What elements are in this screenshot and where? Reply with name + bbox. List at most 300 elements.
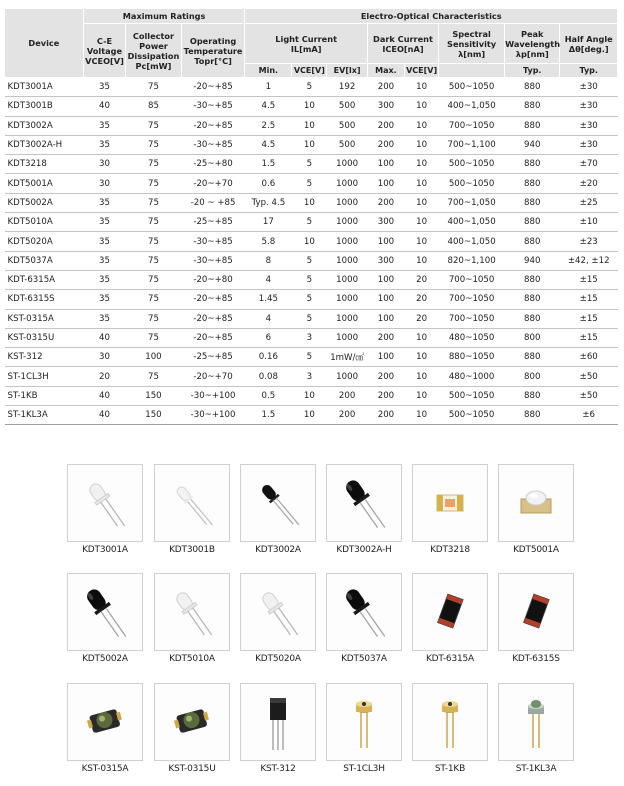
product-label: KDT3002A: [255, 545, 301, 555]
table-cell: 800: [505, 328, 560, 347]
metal-can-lens-icon: [498, 683, 574, 761]
table-cell: 2.5: [245, 116, 292, 135]
table-cell: 10: [405, 97, 439, 116]
table-cell: 75: [126, 328, 181, 347]
table-cell: 10: [292, 97, 327, 116]
table-cell: 880: [505, 270, 560, 289]
table-cell: 10: [405, 155, 439, 174]
table-cell: 75: [126, 309, 181, 328]
product-tile: [154, 683, 230, 774]
table-cell: 10: [405, 193, 439, 212]
table-cell: 75: [126, 270, 181, 289]
table-cell: 500: [327, 116, 367, 135]
table-cell: -25~+85: [181, 348, 245, 367]
table-cell: -30~+85: [181, 135, 245, 154]
device-cell: KDT3218: [5, 155, 84, 174]
device-cell: KST-312: [5, 348, 84, 367]
table-cell: -20~+85: [181, 290, 245, 309]
table-cell: ±23: [560, 232, 618, 251]
table-cell: 30: [83, 155, 126, 174]
table-cell: 880: [505, 309, 560, 328]
product-tile: [67, 683, 143, 774]
table-cell: 10: [405, 348, 439, 367]
table-cell: 500~1050: [439, 174, 505, 193]
table-cell: ±15: [560, 290, 618, 309]
table-cell: 75: [126, 290, 181, 309]
table-cell: ±60: [560, 348, 618, 367]
table-cell: 700~1050: [439, 309, 505, 328]
product-label: KST-0315A: [81, 764, 129, 774]
table-cell: 10: [405, 406, 439, 425]
clear-led-3mm-icon: [154, 464, 230, 542]
table-cell: 0.6: [245, 174, 292, 193]
header-typ-peak: Typ.: [505, 64, 560, 78]
metal-can-icon: [412, 683, 488, 761]
table-cell: 40: [83, 328, 126, 347]
product-label: KST-0315U: [168, 764, 216, 774]
metal-can-icon: [326, 683, 402, 761]
table-row: [5, 328, 618, 347]
product-tile: [412, 464, 488, 555]
table-cell: 1mW/㎠: [327, 348, 367, 367]
table-cell: ±15: [560, 270, 618, 289]
table-cell: 75: [126, 78, 181, 97]
table-cell: ±20: [560, 174, 618, 193]
product-label: KDT-6315A: [425, 654, 474, 664]
device-cell: KDT-6315S: [5, 290, 84, 309]
table-cell: 4.5: [245, 135, 292, 154]
table-cell: 10: [405, 251, 439, 270]
table-cell: 880: [505, 193, 560, 212]
table-cell: 85: [126, 97, 181, 116]
table-cell: -20 ~ +85: [181, 193, 245, 212]
table-cell: 5: [292, 251, 327, 270]
table-cell: 880: [505, 386, 560, 405]
table-cell: ±70: [560, 155, 618, 174]
device-cell: KDT-6315A: [5, 270, 84, 289]
product-tile: [67, 573, 143, 664]
table-row: [5, 309, 618, 328]
table-row: [5, 174, 618, 193]
table-cell: -20~+70: [181, 174, 245, 193]
table-cell: 35: [83, 193, 126, 212]
black-led-3mm-icon: [240, 464, 316, 542]
table-cell: 880: [505, 348, 560, 367]
table-cell: 1000: [327, 155, 367, 174]
table-cell: 100: [367, 270, 404, 289]
table-cell: 192: [327, 78, 367, 97]
table-cell: -20~+85: [181, 78, 245, 97]
table-cell: -25~+85: [181, 213, 245, 232]
smd-dome-icon: [498, 464, 574, 542]
table-cell: 480~1000: [439, 367, 505, 386]
smd-lens-icon: [67, 683, 143, 761]
table-cell: 75: [126, 367, 181, 386]
table-cell: 35: [83, 270, 126, 289]
table-cell: 200: [367, 367, 404, 386]
table-cell: 400~1,050: [439, 97, 505, 116]
table-cell: 75: [126, 193, 181, 212]
table-cell: 100: [367, 155, 404, 174]
table-cell: 75: [126, 135, 181, 154]
table-cell: 880: [505, 213, 560, 232]
product-label: KDT5001A: [513, 545, 559, 555]
table-cell: 10: [405, 213, 439, 232]
table-cell: 1000: [327, 213, 367, 232]
product-label: KST-312: [260, 764, 296, 774]
table-cell: 75: [126, 155, 181, 174]
black-smd-icon: [498, 573, 574, 651]
black-led-5mm-icon: [67, 573, 143, 651]
table-cell: 880: [505, 290, 560, 309]
product-tile: [240, 683, 316, 774]
device-cell: KDT5002A: [5, 193, 84, 212]
table-cell: 500~1050: [439, 386, 505, 405]
table-cell: 10: [405, 174, 439, 193]
table-cell: 30: [83, 174, 126, 193]
table-cell: 500~1050: [439, 406, 505, 425]
table-row: [5, 116, 618, 135]
table-cell: 35: [83, 290, 126, 309]
table-cell: 10: [405, 116, 439, 135]
table-row: [5, 155, 618, 174]
header-vce: VCE[V]: [292, 64, 327, 78]
table-cell: 17: [245, 213, 292, 232]
table-cell: ±30: [560, 78, 618, 97]
device-cell: KDT5001A: [5, 174, 84, 193]
table-cell: 880: [505, 116, 560, 135]
product-label: ST-1KL3A: [515, 764, 557, 774]
device-cell: KST-0315U: [5, 328, 84, 347]
header-ce-voltage: C-E Voltage VCEO[V]: [83, 24, 126, 78]
product-tile: [498, 464, 574, 555]
table-cell: ±30: [560, 97, 618, 116]
table-cell: 5: [292, 348, 327, 367]
table-cell: 400~1,050: [439, 213, 505, 232]
clear-led-5mm-icon: [154, 573, 230, 651]
product-label: KDT5037A: [341, 654, 387, 664]
table-cell: 10: [292, 193, 327, 212]
table-cell: 100: [367, 348, 404, 367]
table-cell: 1.5: [245, 155, 292, 174]
header-vce-dark: VCE[V]: [405, 64, 439, 78]
device-cell: KDT3002A-H: [5, 135, 84, 154]
table-cell: ±50: [560, 367, 618, 386]
table-cell: -20~+70: [181, 367, 245, 386]
table-row: [5, 290, 618, 309]
header-operating: Operating Temperature Topr[°C]: [181, 24, 245, 78]
smd-chip-icon: [412, 464, 488, 542]
table-cell: 10: [292, 116, 327, 135]
product-label: KDT3218: [430, 545, 470, 555]
table-row: [5, 78, 618, 97]
table-cell: -20~+85: [181, 328, 245, 347]
header-max: Max.: [367, 64, 404, 78]
table-cell: 5: [292, 290, 327, 309]
table-cell: 0.08: [245, 367, 292, 386]
table-row: [5, 406, 618, 425]
clear-led-5mm-icon: [240, 573, 316, 651]
table-cell: 5: [292, 270, 327, 289]
three-lead-icon: [240, 683, 316, 761]
header-min: Min.: [245, 64, 292, 78]
table-cell: 200: [367, 116, 404, 135]
table-cell: -30~+85: [181, 97, 245, 116]
table-cell: 200: [367, 406, 404, 425]
table-cell: 100: [126, 348, 181, 367]
table-cell: 5: [292, 174, 327, 193]
table-cell: 0.5: [245, 386, 292, 405]
product-label: KDT3001B: [169, 545, 215, 555]
table-cell: 20: [83, 367, 126, 386]
table-cell: 1000: [327, 309, 367, 328]
table-cell: 20: [405, 290, 439, 309]
table-cell: -25~+80: [181, 155, 245, 174]
product-label: KDT-6315S: [512, 654, 560, 664]
table-cell: Typ. 4.5: [245, 193, 292, 212]
table-cell: 300: [367, 213, 404, 232]
device-cell: ST-1KL3A: [5, 406, 84, 425]
table-cell: 1000: [327, 290, 367, 309]
table-cell: 1000: [327, 232, 367, 251]
table-cell: 3: [292, 367, 327, 386]
table-cell: 20: [405, 309, 439, 328]
product-label: ST-1CL3H: [343, 764, 385, 774]
table-row: [5, 97, 618, 116]
product-tile: [154, 573, 230, 664]
table-cell: -30~+85: [181, 251, 245, 270]
table-cell: 100: [367, 174, 404, 193]
table-cell: 10: [292, 386, 327, 405]
table-cell: 30: [83, 348, 126, 367]
smd-lens-icon: [154, 683, 230, 761]
table-cell: 880: [505, 97, 560, 116]
product-tile: [498, 573, 574, 664]
table-cell: ±6: [560, 406, 618, 425]
table-cell: 35: [83, 213, 126, 232]
table-cell: 940: [505, 251, 560, 270]
black-smd-icon: [412, 573, 488, 651]
table-cell: 35: [83, 116, 126, 135]
table-cell: 1000: [327, 270, 367, 289]
table-cell: 10: [292, 135, 327, 154]
table-cell: ±30: [560, 116, 618, 135]
table-cell: 40: [83, 406, 126, 425]
table-cell: 300: [367, 97, 404, 116]
header-peak: Peak Wavelength λp[nm]: [505, 24, 560, 64]
header-ev: EV[lx]: [327, 64, 367, 78]
table-cell: 10: [405, 78, 439, 97]
clear-led-5mm-icon: [67, 464, 143, 542]
table-cell: 1000: [327, 251, 367, 270]
table-cell: 200: [367, 328, 404, 347]
table-cell: -30~+100: [181, 406, 245, 425]
spec-table: [4, 8, 618, 425]
table-row: [5, 193, 618, 212]
product-tile: [154, 464, 230, 555]
table-cell: 500~1050: [439, 155, 505, 174]
product-label: KDT5002A: [82, 654, 128, 664]
table-cell: 880~1050: [439, 348, 505, 367]
header-eo: Electro-Optical Characteristics: [245, 9, 618, 24]
table-cell: 40: [83, 97, 126, 116]
table-cell: 0.16: [245, 348, 292, 367]
table-cell: 1000: [327, 174, 367, 193]
table-cell: ±10: [560, 213, 618, 232]
table-cell: 10: [292, 232, 327, 251]
device-cell: KDT5020A: [5, 232, 84, 251]
device-cell: ST-1CL3H: [5, 367, 84, 386]
table-row: [5, 251, 618, 270]
table-cell: -20~+85: [181, 309, 245, 328]
table-cell: 150: [126, 406, 181, 425]
device-cell: KDT5010A: [5, 213, 84, 232]
table-cell: ±50: [560, 386, 618, 405]
device-cell: KDT3001A: [5, 78, 84, 97]
table-cell: 5: [292, 213, 327, 232]
spec-table-body: [5, 78, 618, 425]
product-tile: [240, 573, 316, 664]
table-cell: 200: [367, 193, 404, 212]
header-half-angle: Half Angle Δθ[deg.]: [560, 24, 618, 64]
product-label: KDT3002A-H: [336, 545, 392, 555]
product-tile: [412, 573, 488, 664]
table-cell: 500: [327, 135, 367, 154]
device-cell: KST-0315A: [5, 309, 84, 328]
table-cell: 4: [245, 270, 292, 289]
table-cell: ±42, ±12: [560, 251, 618, 270]
device-cell: KDT5037A: [5, 251, 84, 270]
table-cell: 10: [405, 328, 439, 347]
header-spectral-unit: [439, 64, 505, 78]
product-label: KDT5010A: [169, 654, 215, 664]
black-led-5mm-icon: [326, 573, 402, 651]
table-cell: 100: [367, 290, 404, 309]
table-cell: 1000: [327, 193, 367, 212]
product-tile: [412, 683, 488, 774]
table-row: [5, 367, 618, 386]
table-cell: -20~+85: [181, 116, 245, 135]
table-cell: 150: [126, 386, 181, 405]
device-cell: KDT3002A: [5, 116, 84, 135]
product-tile: [326, 683, 402, 774]
header-collector: Collector Power Dissipation Pc[mW]: [126, 24, 181, 78]
table-cell: 1.45: [245, 290, 292, 309]
table-cell: 1: [245, 78, 292, 97]
table-cell: 700~1050: [439, 270, 505, 289]
table-cell: 1000: [327, 328, 367, 347]
table-cell: 35: [83, 251, 126, 270]
table-cell: 700~1,100: [439, 135, 505, 154]
table-cell: 500: [327, 97, 367, 116]
table-cell: 20: [405, 270, 439, 289]
table-cell: ±15: [560, 328, 618, 347]
table-cell: 100: [367, 232, 404, 251]
table-cell: 5: [292, 78, 327, 97]
table-cell: 6: [245, 328, 292, 347]
table-cell: 880: [505, 174, 560, 193]
table-cell: 940: [505, 135, 560, 154]
table-row: [5, 232, 618, 251]
table-cell: ±30: [560, 135, 618, 154]
table-cell: 10: [405, 232, 439, 251]
product-tile: [240, 464, 316, 555]
table-row: [5, 213, 618, 232]
table-cell: 880: [505, 78, 560, 97]
table-cell: ±25: [560, 193, 618, 212]
table-cell: 4.5: [245, 97, 292, 116]
header-max-ratings: Maximum Ratings: [83, 9, 245, 24]
header-device: Device: [5, 9, 84, 78]
table-cell: 5: [292, 155, 327, 174]
table-row: [5, 270, 618, 289]
table-cell: 1.5: [245, 406, 292, 425]
header-spectral: Spectral Sensitivity λ[nm]: [439, 24, 505, 64]
table-row: [5, 348, 618, 367]
table-cell: 35: [83, 135, 126, 154]
table-cell: 880: [505, 155, 560, 174]
table-cell: 880: [505, 232, 560, 251]
product-tile: [498, 683, 574, 774]
table-cell: 5: [292, 309, 327, 328]
table-cell: 700~1,050: [439, 193, 505, 212]
table-cell: 400~1,050: [439, 232, 505, 251]
header-dark-current: Dark Current ICEO[nA]: [367, 24, 438, 64]
header-light-current: Light Current IL[mA]: [245, 24, 367, 64]
product-label: KDT3001A: [82, 545, 128, 555]
table-cell: -20~+80: [181, 270, 245, 289]
table-cell: 10: [292, 406, 327, 425]
product-tile: [67, 464, 143, 555]
product-label: KDT5020A: [255, 654, 301, 664]
table-cell: 820~1,100: [439, 251, 505, 270]
table-cell: ±15: [560, 309, 618, 328]
header-typ-half: Typ.: [560, 64, 618, 78]
table-cell: 200: [367, 135, 404, 154]
product-label: ST-1KB: [434, 764, 466, 774]
table-cell: 700~1050: [439, 116, 505, 135]
table-cell: 10: [405, 135, 439, 154]
black-led-5mm-icon: [326, 464, 402, 542]
table-cell: 300: [367, 251, 404, 270]
table-cell: 35: [83, 78, 126, 97]
table-cell: 200: [327, 386, 367, 405]
table-cell: 75: [126, 232, 181, 251]
table-cell: 75: [126, 174, 181, 193]
table-cell: 35: [83, 232, 126, 251]
table-cell: -30~+100: [181, 386, 245, 405]
table-cell: 75: [126, 116, 181, 135]
table-cell: 700~1050: [439, 290, 505, 309]
product-tile: [326, 573, 402, 664]
table-cell: 880: [505, 406, 560, 425]
table-cell: 200: [367, 386, 404, 405]
table-cell: 1000: [327, 367, 367, 386]
table-cell: 480~1050: [439, 328, 505, 347]
table-cell: -30~+85: [181, 232, 245, 251]
table-cell: 8: [245, 251, 292, 270]
table-row: [5, 386, 618, 405]
table-cell: 4: [245, 309, 292, 328]
table-cell: 35: [83, 309, 126, 328]
table-cell: 5.8: [245, 232, 292, 251]
table-cell: 200: [327, 406, 367, 425]
product-tile: [326, 464, 402, 555]
table-row: [5, 135, 618, 154]
table-cell: 10: [405, 386, 439, 405]
table-cell: 800: [505, 367, 560, 386]
table-cell: 3: [292, 328, 327, 347]
